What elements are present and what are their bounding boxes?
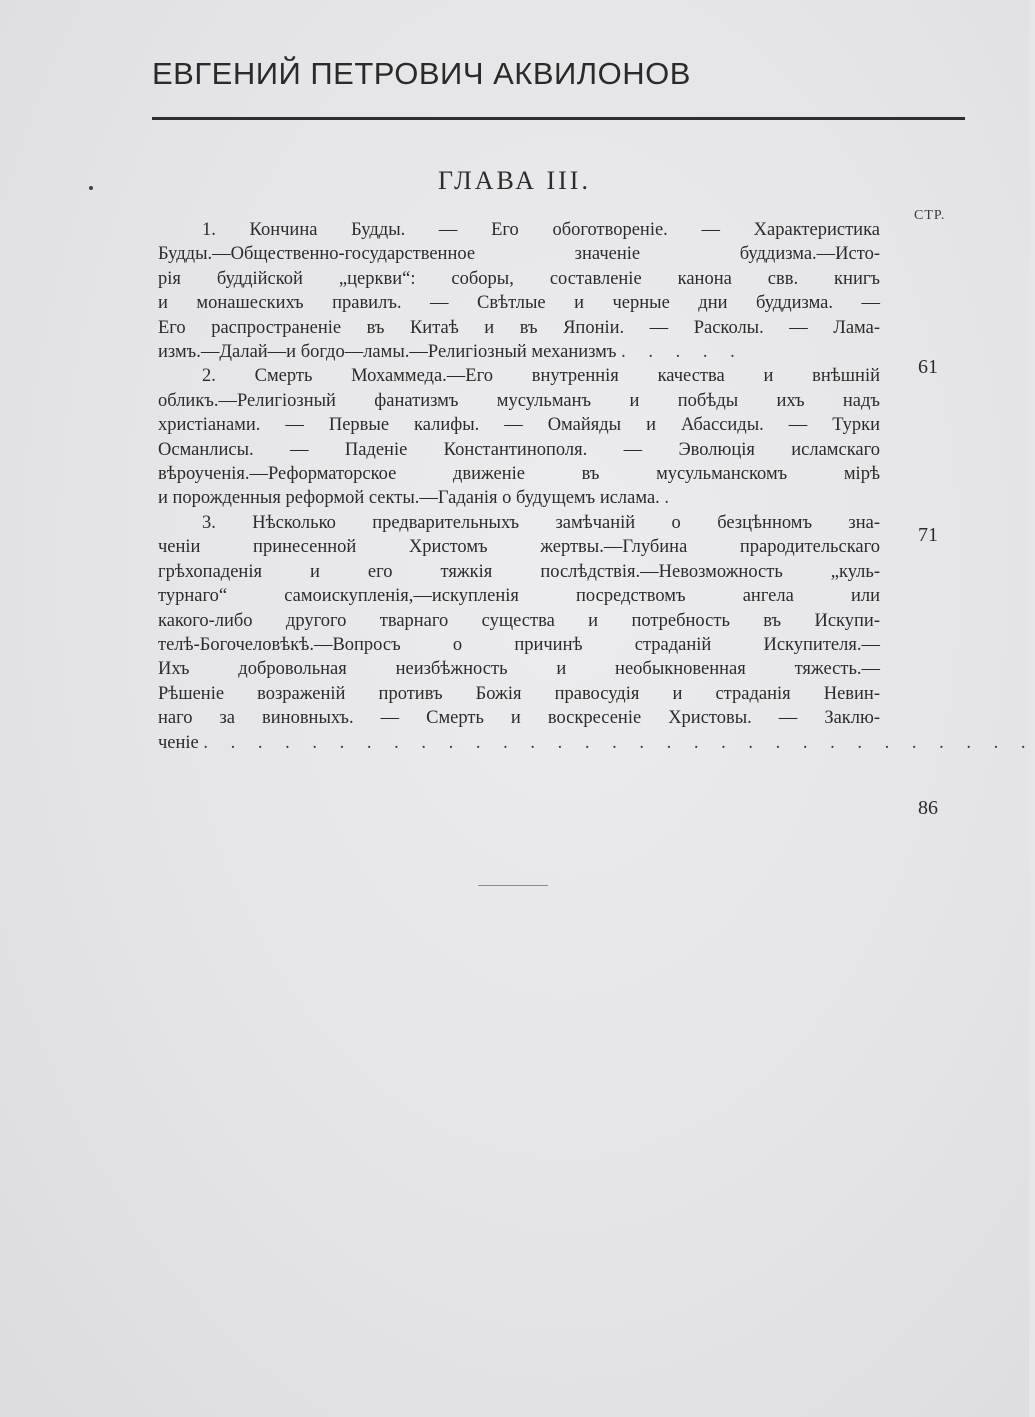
toc-line-text: ченіе [158,732,199,753]
toc-line: и монашескихъ правилъ. — Свѣтлые и черные дни буддизма. — [158,293,880,314]
page-number-61: 61 [918,356,938,378]
header-rule [152,117,965,120]
toc-line: Его распространеніе въ Китаѣ и въ Японіи. — Расколы. — Лама- [158,317,880,338]
page-column-label: СТР. [914,208,946,223]
toc-line: ченіи принесенной Христомъ жертвы.—Глубина прародительскаго [158,537,880,558]
leader-dots: . . . . . . . . . . . . . . . . . . . . . . . . . . . . . . . [203,732,1035,753]
leader-dots: . [664,488,679,509]
running-head: ЕВГЕНИЙ ПЕТРОВИЧ АКВИЛОНОВ [152,56,691,91]
toc-line: Будды.—Общественно-государственное значеніе буддизма.—Исто- [158,244,880,265]
toc-line: 2. Смерть Мохаммеда.—Его внутреннія качества и внѣшній [202,366,880,387]
toc-entry-1 [158,218,880,364]
page-number-86: 86 [918,797,938,819]
toc-line: Ихъ добровольная неизбѣжность и необыкновенная тяжесть.— [158,659,880,680]
toc-line: какого-либо другого тварнаго существа и потребность въ Искупи- [158,610,880,631]
toc-line-text: измъ.—Далай—и богдо—ламы.—Религіозный механизмъ [158,342,617,363]
toc-entry-2 [158,364,880,510]
toc-line: Рѣшеніе возраженій противъ Божія правосудія и страданія Невин- [158,683,880,704]
toc-line: вѣроученія.—Реформаторское движеніе въ мусульманскомъ мірѣ [158,464,880,485]
toc-line: турнаго“ самоискупленія,—искупленія посредствомъ ангела или [158,586,880,607]
toc-line: наго за виновныхъ. — Смерть и воскресеніе Христовы. — Заклю- [158,708,880,729]
toc-line: грѣхопаденія и его тяжкія послѣдствія.—Невозможность „куль- [158,561,880,582]
toc-line [158,340,880,364]
closing-rule [478,885,548,886]
toc-line: телѣ-Богочеловѣкѣ.—Вопросъ о причинѣ страданій Искупителя.— [158,634,880,655]
toc-line: 1. Кончина Будды. — Его обоготвореніе. — Характеристика [202,220,880,240]
toc-line [158,486,880,510]
toc-line: Османлисы. — Паденіе Константинополя. — Эволюція исламскаго [158,439,880,460]
toc-line: обликъ.—Религіозный фанатизмъ мусульманъ и побѣды ихъ надъ [158,390,880,411]
leader-dots: . . . . . [621,342,744,363]
toc-line: христіанами. — Первые калифы. — Омайяды и Абассиды. — Турки [158,415,880,436]
toc-line [158,731,1035,755]
toc-line: рія буддійской „церкви“: соборы, составленіе канона свв. книгъ [158,268,880,289]
toc-line-text: и порожденныя реформой секты.—Гаданія о будущемъ ислама. [158,488,660,509]
toc-line: 3. Нѣсколько предварительныхъ замѣчаній о безцѣнномъ зна- [202,512,880,533]
chapter-title: ГЛАВА III. [438,166,591,195]
page-number-71: 71 [918,524,938,546]
